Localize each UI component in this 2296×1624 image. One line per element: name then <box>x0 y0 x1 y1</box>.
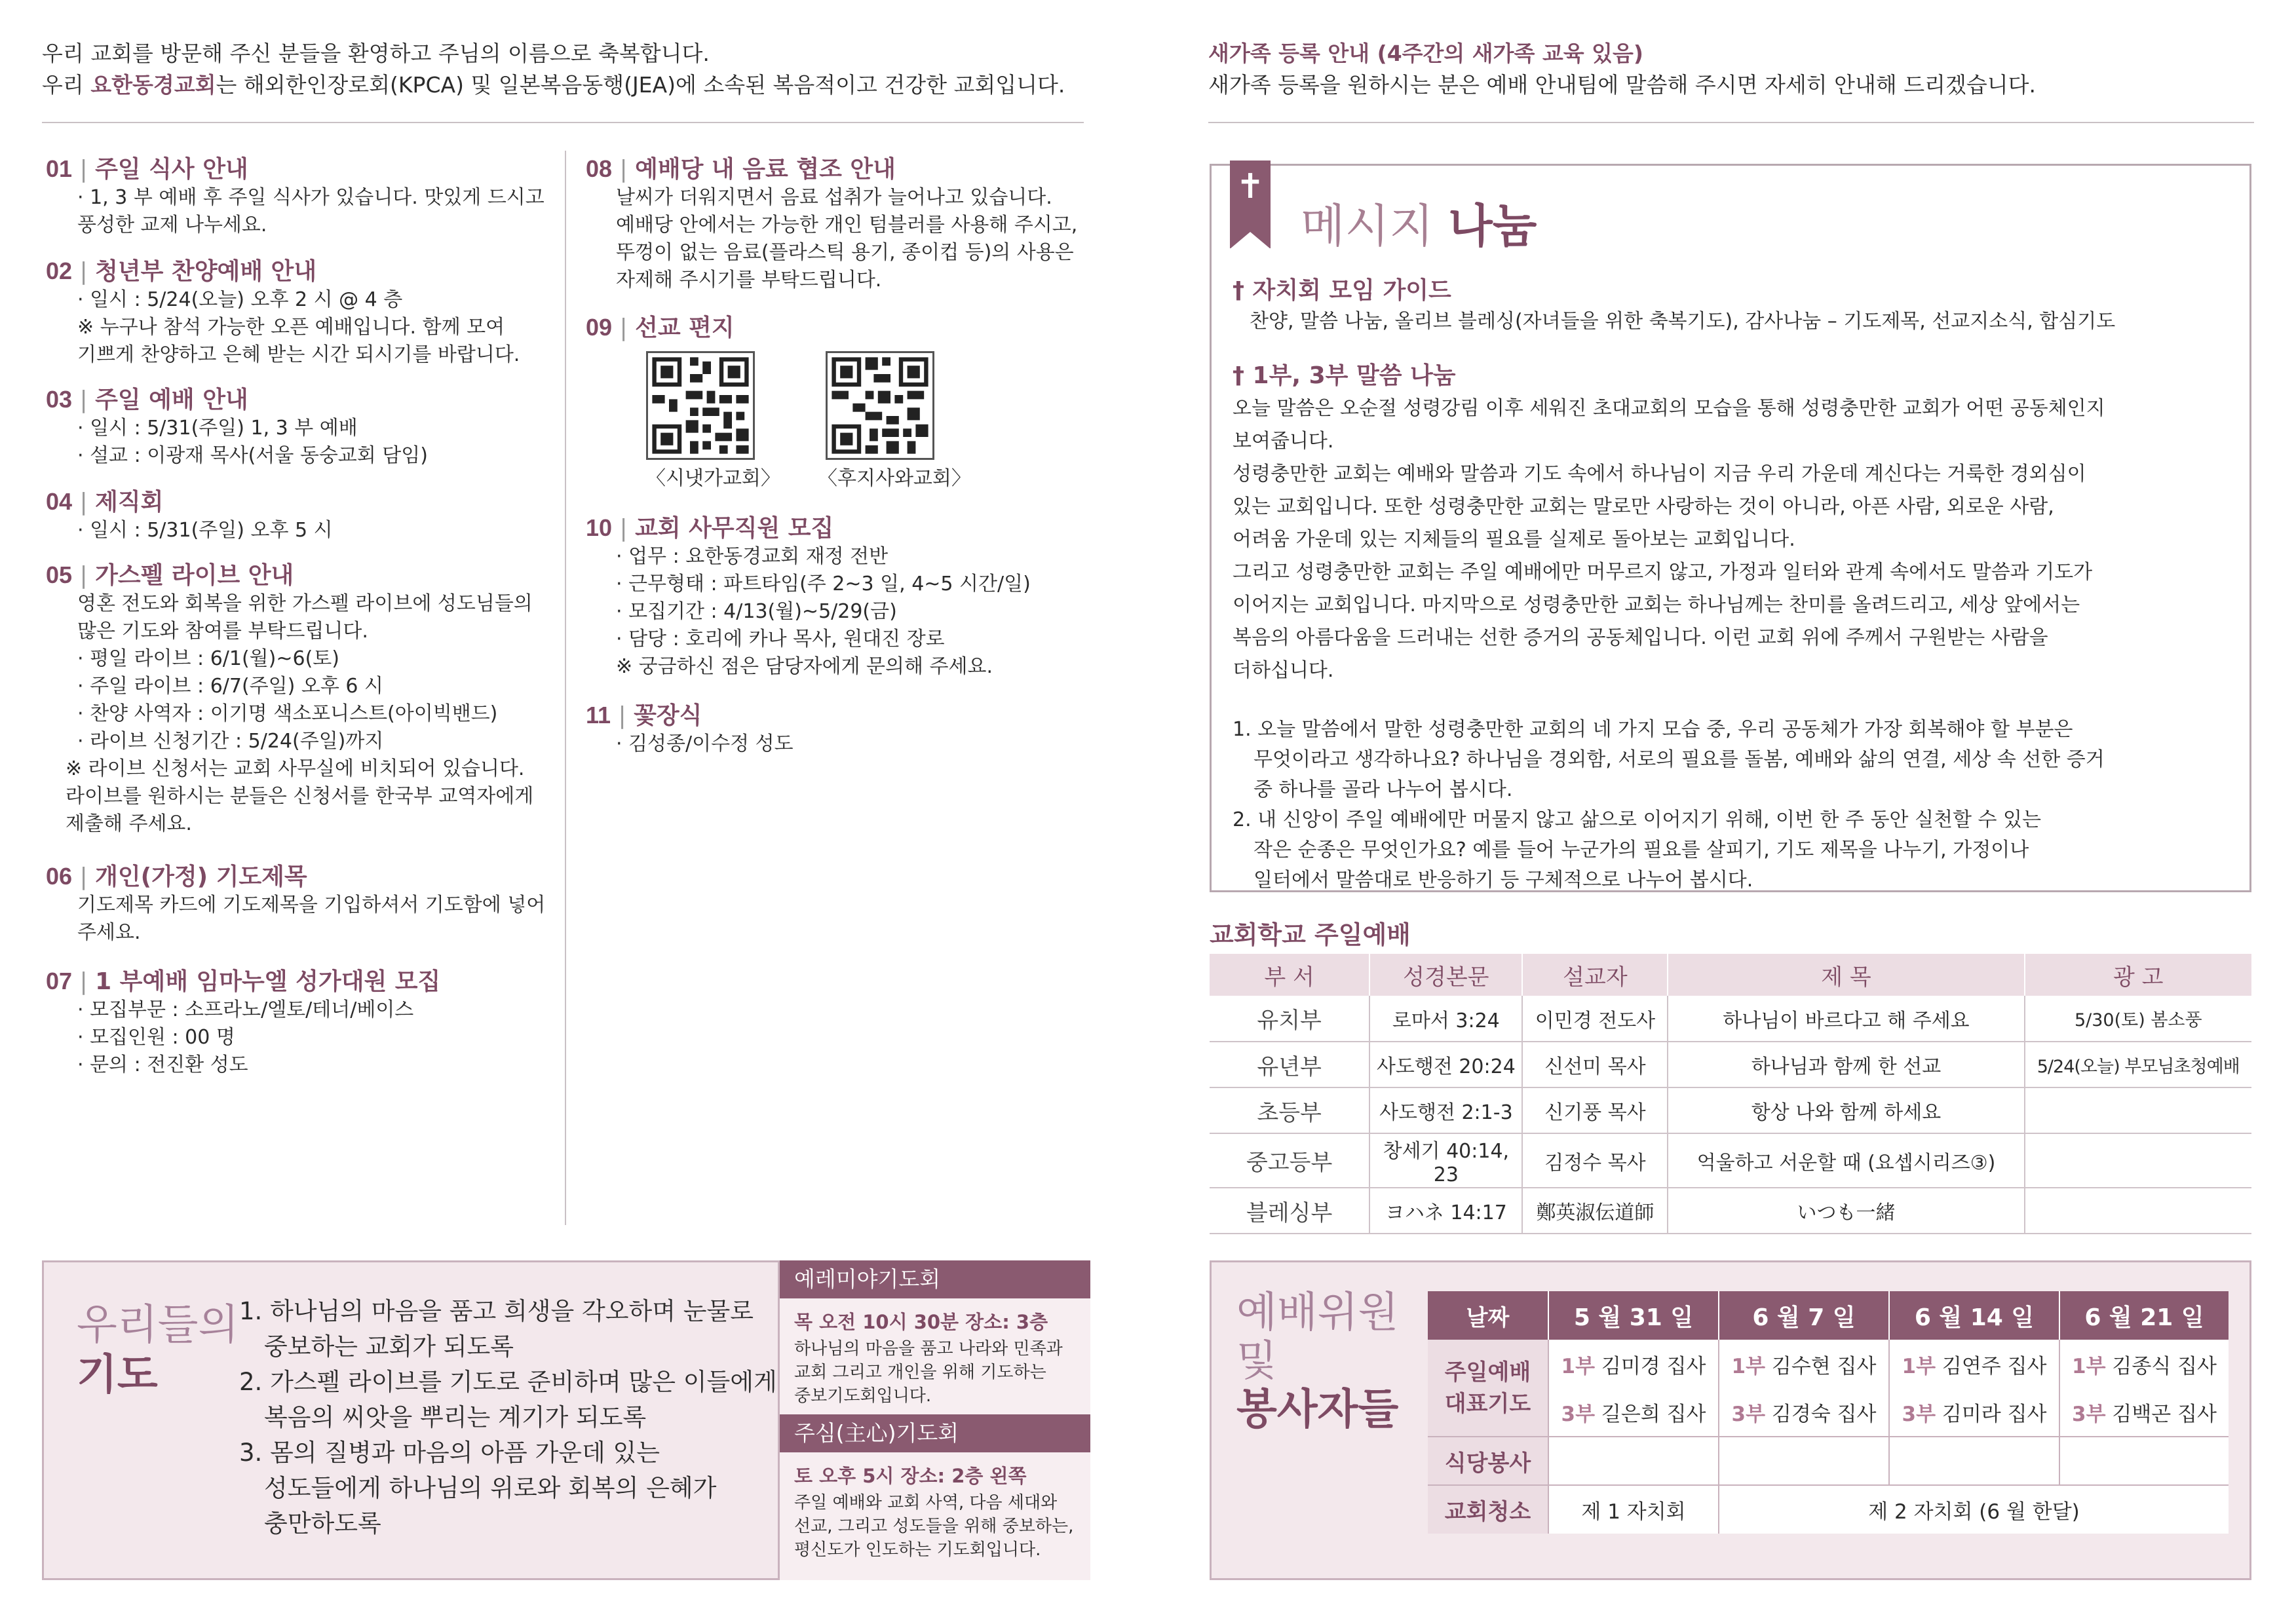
clean-label: 교회청소 <box>1428 1485 1548 1534</box>
new-family-title: 새가족 등록 안내 (4주간의 새가족 교육 있음) <box>1208 41 1643 66</box>
announcements-col2 <box>586 151 1097 758</box>
announcement-title: 제직회 <box>95 489 164 516</box>
meeting-desc: 중보기도회입니다. <box>794 1386 932 1406</box>
announcement-line: · 일시 : 5/24(오늘) 오후 2 시 @ 4 층 <box>77 288 403 311</box>
question-line: 1. 오늘 말씀에서 말한 성령충만한 교회의 네 가지 모습 중, 우리 공동체가 가장 회복해야 할 부분은 <box>1233 718 2073 741</box>
meeting-desc: 주일 예배와 교회 사역, 다음 세대와 <box>794 1493 1058 1513</box>
paragraph-line: 보여줍니다. <box>1233 430 1334 453</box>
announcement-title: 1 부예배 임마누엘 성가대원 모집 <box>95 968 441 995</box>
announcement-line: · 문의 : 전진환 성도 <box>77 1053 248 1076</box>
prayer-line: 복음의 씨앗을 뿌리는 계기가 되도록 <box>264 1403 647 1431</box>
part-label: 3부 <box>2072 1403 2106 1426</box>
announcement-title: 교회 사무직원 모집 <box>635 515 834 542</box>
table-row <box>1210 996 2251 1042</box>
header-divider-left <box>42 122 1084 123</box>
bookmark-notch <box>1230 232 1271 249</box>
notice-cell: 5/30(토) 봄소풍 <box>2074 1010 2202 1030</box>
announcement-line: · 모집기간 : 4/13(월)~5/29(금) <box>616 600 897 623</box>
prayer-rep-cell <box>1889 1388 2059 1437</box>
prayer-rep-cell <box>1719 1340 1889 1388</box>
meeting-desc: 선교, 그리고 성도들을 위해 중보하는, <box>794 1517 1074 1536</box>
table-header: 부 서 <box>1210 954 1369 996</box>
prayer-rep-cell <box>2059 1340 2229 1388</box>
announcements-col1 <box>46 151 557 1079</box>
prayer-meetings <box>778 1260 1090 1580</box>
announcement-09: 09 | 선교 편지 〈시냇가교회〉 〈후지사와교회〉 <box>586 309 1097 510</box>
rep-name: 김백곤 집사 <box>2112 1403 2217 1426</box>
paragraph-line: 성령충만한 교회는 예배와 말씀과 기도 속에서 하나님이 지금 우리 가운데 계신다는 거룩한 경외심이 <box>1233 463 2086 485</box>
announcement-07: 07 | 1 부예배 임마누엘 성가대원 모집 · 모집부문 : 소프라노/엘토/테너/베이스 · 모집인원 : 00 명 · 문의 : 전진환 성도 <box>46 963 557 1079</box>
servants-title-line2: 및 <box>1236 1337 1277 1386</box>
meal-row <box>1428 1437 2229 1485</box>
welcome-line-1: 우리 교회를 방문해 주신 분들을 환영하고 주님의 이름으로 축복합니다. <box>42 41 710 66</box>
announcement-line: · 찬양 사역자 : 이기명 색소포니스트(아이빅밴드) <box>77 702 498 725</box>
rep-name: 김수현 집사 <box>1771 1354 1877 1378</box>
announcement-line: ※ 라이브 신청서는 교회 사무실에 비치되어 있습니다. <box>66 757 525 780</box>
rep-label-1: 주일예배 <box>1444 1359 1531 1386</box>
announcement-line: · 김성종/이수정 성도 <box>616 732 794 755</box>
scripture-cell: 사도행전 2:1-3 <box>1369 1087 1522 1133</box>
share-title-text: 1부, 3부 말씀 나눔 <box>1252 362 1456 389</box>
meal-cell <box>1548 1437 1719 1485</box>
announcement-line: · 설교 : 이광재 목사(서울 동숭교회 담임) <box>77 444 428 467</box>
prayer-line: 1. 하나님의 마음을 품고 희생을 각오하며 눈물로 <box>239 1297 754 1325</box>
announcement-title: 가스펠 라이브 안내 <box>95 562 294 589</box>
clean-rest-cell: 제 2 자치회 (6 월 한달) <box>1719 1485 2229 1534</box>
announcement-title: 꽃장식 <box>634 702 702 729</box>
part-label: 3부 <box>1561 1403 1596 1426</box>
table-header: 제 목 <box>1668 954 2024 996</box>
part-label: 1부 <box>2072 1354 2106 1378</box>
announcement-line: · 일시 : 5/31(주일) 오후 5 시 <box>77 519 333 542</box>
announcement-line: 예배당 안에서는 가능한 개인 텀블러를 사용해 주시고, <box>616 214 1078 236</box>
table-header: 광 고 <box>2113 964 2164 991</box>
rep-name: 김연주 집사 <box>1942 1354 2047 1378</box>
rep-label-2: 대표기도 <box>1444 1390 1531 1417</box>
notice-cell <box>2025 1188 2251 1234</box>
prayer-rep-cell <box>2059 1388 2229 1437</box>
announcement-number: 10 <box>586 514 613 541</box>
cross-small-icon: † <box>1233 362 1253 389</box>
announcement-line: ※ 궁금하신 점은 담당자에게 문의해 주세요. <box>616 655 993 678</box>
prayer-items <box>239 1294 777 1541</box>
announcement-line: 날씨가 더워지면서 음료 섭취가 늘어나고 있습니다. <box>616 186 1052 209</box>
clean-row <box>1428 1485 2229 1534</box>
rep-name: 길은희 집사 <box>1601 1403 1706 1426</box>
prayer-rep-cell <box>1719 1388 1889 1437</box>
meeting-time: 목 오전 10시 30분 장소: 3층 <box>794 1311 1048 1333</box>
servants-title-line3: 봉사자들 <box>1236 1386 1399 1434</box>
announcement-number: 06 <box>46 863 73 890</box>
prayer-rep-cell <box>1889 1340 2059 1388</box>
announcement-04: 04 | 제직회 · 일시 : 5/31(주일) 오후 5 시 <box>46 483 557 557</box>
notice-cell <box>2025 1133 2251 1188</box>
meeting-name: 예레미야기도회 <box>780 1260 1090 1298</box>
sermon-title-cell: 억울하고 서운할 때 (요셉시리즈③) <box>1668 1133 2024 1188</box>
announcement-line: 많은 기도와 참여를 부탁드립니다. <box>77 620 368 643</box>
prayer-line: 충만하도록 <box>264 1509 381 1538</box>
guide-title-text: 자치회 모임 가이드 <box>1252 277 1451 304</box>
paragraph-line: 오늘 말씀은 오순절 성령강림 이후 세워진 초대교회의 모습을 통해 성령충만한 교회가 어떤 공동체인지 <box>1233 397 2105 420</box>
part-label: 3부 <box>1731 1403 1766 1426</box>
sermon-title-cell: 하나님이 바르다고 해 주세요 <box>1668 996 2024 1042</box>
date-cell: 6 월 7 일 <box>1719 1291 1889 1340</box>
table-header-row <box>1210 954 2251 996</box>
dept-cell: 유치부 <box>1210 996 1369 1042</box>
announcement-line: · 주일 라이브 : 6/7(주일) 오후 6 시 <box>77 675 383 698</box>
announcement-title: 주일 식사 안내 <box>95 156 248 183</box>
table-row <box>1210 1042 2251 1087</box>
announcement-number: 04 <box>46 488 73 515</box>
announcement-line: 자제해 주시기를 부탁드립니다. <box>616 269 882 292</box>
dept-cell: 블레싱부 <box>1210 1188 1369 1234</box>
announcement-title: 예배당 내 음료 협조 안내 <box>635 156 896 183</box>
meeting-desc: 평신도가 인도하는 기도회입니다. <box>794 1540 1041 1560</box>
header-divider-right <box>1208 122 2254 123</box>
scripture-cell: 창세기 40:14, 23 <box>1369 1133 1522 1188</box>
message-questions <box>1233 715 2229 896</box>
welcome-post: 는 해외한인장로회(KPCA) 및 일본복음동행(JEA)에 소속된 복음적이고 건강한 교회입니다. <box>216 72 1065 98</box>
table-header: 설교자 <box>1522 954 1668 996</box>
rep-row-3 <box>1428 1388 2229 1437</box>
announcement-title: 청년부 찬양예배 안내 <box>95 258 317 285</box>
announcement-line: · 모집부문 : 소프라노/엘토/테너/베이스 <box>77 998 414 1021</box>
message-title-bold: 나눔 <box>1448 199 1537 253</box>
rep-label <box>1428 1340 1548 1437</box>
part-label: 3부 <box>1902 1403 1936 1426</box>
cross-icon: ✝ <box>1236 167 1265 206</box>
announcement-line: · 담당 : 호리에 카나 목사, 원대진 장로 <box>616 628 945 651</box>
announcement-number: 07 <box>46 968 73 994</box>
notice-cell <box>2025 1087 2251 1133</box>
preacher-cell: 김정수 목사 <box>1522 1133 1668 1188</box>
announcement-10: 10 | 교회 사무직원 모집 · 업무 : 요한동경교회 재정 전반 · 근무형태 : 파트타임(주 2~3 일, 4~5 시간/일) · 모집기간 : 4/13(월)~5/29(금) · 담당 : 호리에 카나 목사, 원대진 장로 ※ 궁금하신 점은 담당자에게 문의해 주세요. <box>586 510 1097 697</box>
rep-name: 김경숙 집사 <box>1771 1403 1877 1426</box>
qr-caption: 〈후지사와교회〉 <box>818 467 971 490</box>
sermon-title-cell: いつも一緒 <box>1668 1188 2024 1234</box>
date-cell: 6 월 14 일 <box>1889 1291 2059 1340</box>
announcement-number: 01 <box>46 155 73 182</box>
announcement-line: · 모집인원 : 00 명 <box>77 1026 235 1049</box>
servants-table <box>1428 1291 2229 1534</box>
school-table <box>1210 954 2251 1234</box>
announcement-line: 기도제목 카드에 기도제목을 기입하셔서 기도함에 넣어 <box>77 894 546 916</box>
announcement-number: 09 <box>586 314 613 341</box>
bookmark-tab <box>1230 161 1271 248</box>
rep-row-1 <box>1428 1340 2229 1388</box>
announcement-line: · 평일 라이브 : 6/1(월)~6(토) <box>77 647 339 670</box>
meal-cell <box>1719 1437 1889 1485</box>
date-header: 날짜 <box>1428 1291 1548 1340</box>
announcement-line: · 근무형태 : 파트타임(주 2~3 일, 4~5 시간/일) <box>616 573 1031 595</box>
rep-name: 김미경 집사 <box>1601 1354 1706 1378</box>
meal-label: 식당봉사 <box>1428 1437 1548 1485</box>
announcement-line: · 1, 3 부 예배 후 주일 식사가 있습니다. 맛있게 드시고 <box>77 186 545 209</box>
cross-small-icon: † <box>1233 277 1253 304</box>
prayer-line: 성도들에게 하나님의 위로와 회복의 은혜가 <box>264 1474 717 1502</box>
meeting-time: 토 오후 5시 장소: 2층 왼쪽 <box>794 1465 1027 1487</box>
announcement-line: · 업무 : 요한동경교회 재정 전반 <box>616 545 889 568</box>
school-title: 교회학교 주일예배 <box>1210 920 1411 949</box>
question-line: 중 하나를 골라 나누어 봅시다. <box>1253 778 1513 801</box>
announcement-number: 02 <box>46 257 73 284</box>
question-line: 일터에서 말씀대로 반응하기 등 구체적으로 나누어 봅시다. <box>1253 869 1753 892</box>
table-row <box>1210 1188 2251 1234</box>
question-line: 2. 내 신앙이 주일 예배에만 머물지 않고 삶으로 이어지기 위해, 이번 한 주 동안 실천할 수 있는 <box>1233 808 2042 831</box>
part-label: 1부 <box>1561 1354 1596 1378</box>
part-label: 1부 <box>1731 1354 1766 1378</box>
meeting-desc: 교회 그리고 개인을 위해 기도하는 <box>794 1363 1046 1382</box>
announcement-02: 02 | 청년부 찬양예배 안내 · 일시 : 5/24(오늘) 오후 2 시 @ 4 층 ※ 누구나 참석 가능한 오픈 예배입니다. 함께 모여 기쁘게 찬양하고 은혜 받는 시간 되시기를 바랍니다. <box>46 253 557 381</box>
rep-name: 김미라 집사 <box>1942 1403 2047 1426</box>
table-row <box>1210 1087 2251 1133</box>
meeting-name: 주심(主心)기도회 <box>780 1414 1090 1452</box>
message-paragraphs <box>1233 392 2229 687</box>
servants-title-line1: 예배위원 <box>1236 1289 1399 1337</box>
announcement-line: 기쁘게 찬양하고 은혜 받는 시간 되시기를 바랍니다. <box>77 343 520 366</box>
sermon-title-cell: 항상 나와 함께 하세요 <box>1668 1087 2024 1133</box>
welcome-line-2 <box>42 71 1065 100</box>
dept-cell: 유년부 <box>1210 1042 1369 1087</box>
sermon-title-cell: 하나님과 함께 한 선교 <box>1668 1042 2024 1087</box>
paragraph-line: 이어지는 교회입니다. 마지막으로 성령충만한 교회는 하나님께는 찬미를 올려드리고, 세상 앞에서는 <box>1233 594 2080 616</box>
meal-cell <box>2059 1437 2229 1485</box>
question-line: 작은 순종은 무엇인가요? 예를 들어 누군가의 필요를 살피기, 기도 제목을 나누기, 가정이나 <box>1253 839 2029 861</box>
announcement-number: 11 <box>586 702 611 728</box>
qr-caption: 〈시냇가교회〉 <box>646 467 780 490</box>
announcement-03: 03 | 주일 예배 안내 · 일시 : 5/31(주일) 1, 3 부 예배 · 설교 : 이광재 목사(서울 동숭교회 담임) <box>46 381 557 483</box>
prayer-rep-cell <box>1548 1388 1719 1437</box>
servants-title <box>1236 1289 1398 1434</box>
prayer-line: 3. 몸의 질병과 마음의 아픔 가운데 있는 <box>239 1439 660 1467</box>
announcement-11: 11 | 꽃장식 · 김성종/이수정 성도 <box>586 697 1097 758</box>
announcement-line: · 라이브 신청기간 : 5/24(주일)까지 <box>77 730 384 753</box>
date-cell: 6 월 21 일 <box>2084 1304 2204 1331</box>
announcement-06: 06 | 개인(가정) 기도제목 기도제목 카드에 기도제목을 기입하셔서 기도함에 넣어 주세요. <box>46 858 557 963</box>
announcement-line: 제출해 주세요. <box>66 812 192 835</box>
servants-panel <box>1210 1260 2251 1580</box>
church-name: 요한동경교회 <box>90 72 216 98</box>
message-title <box>1301 189 1537 255</box>
prayer-title-line2: 기도 <box>77 1351 158 1399</box>
qr-code-icon[interactable] <box>826 351 934 460</box>
preacher-cell: 신선미 목사 <box>1522 1042 1668 1087</box>
announcement-title: 선교 편지 <box>635 314 735 341</box>
preacher-cell: 이민경 전도사 <box>1522 996 1668 1042</box>
announcement-number: 08 <box>586 155 613 182</box>
clean-first-cell: 제 1 자치회 <box>1548 1485 1719 1534</box>
question-line: 무엇이라고 생각하나요? 하나님을 경외함, 서로의 필요를 돌봄, 예배와 삶의 연결, 세상 속 선한 증거 <box>1253 748 2105 771</box>
paragraph-line: 복음의 아름다움을 드러내는 선한 증거의 공동체입니다. 이런 교회 위에 주께서 구원받는 사람을 <box>1233 626 2048 649</box>
announcement-number: 05 <box>46 561 73 588</box>
paragraph-line: 어려움 가운데 있는 지체들의 필요를 실제로 돌아보는 교회입니다. <box>1233 528 1795 551</box>
notice-cell: 5/24(오늘) 부모님초청예배 <box>2037 1056 2240 1077</box>
paragraph-line: 있는 교회입니다. 또한 성령충만한 교회는 말로만 사랑하는 것이 아니라, 아픈 사람, 외로운 사람, <box>1233 495 2054 518</box>
announcement-line: 풍성한 교제 나누세요. <box>77 214 267 236</box>
announcement-line: · 일시 : 5/31(주일) 1, 3 부 예배 <box>77 417 358 440</box>
welcome-pre: 우리 <box>42 72 91 98</box>
scripture-cell: 사도행전 20:24 <box>1369 1042 1522 1087</box>
prayer-line: 중보하는 교회가 되도록 <box>264 1332 514 1361</box>
announcement-title: 개인(가정) 기도제목 <box>95 863 307 890</box>
announcement-line: ※ 누구나 참석 가능한 오픈 예배입니다. 함께 모여 <box>77 316 505 339</box>
table-row <box>1210 1133 2251 1188</box>
meal-cell <box>1889 1437 2059 1485</box>
announcement-08: 08 | 예배당 내 음료 협조 안내 날씨가 더워지면서 음료 섭취가 늘어나고 있습니다. 예배당 안에서는 가능한 개인 텀블러를 사용해 주시고, 뚜껑이 없는 음료(플라스틱 용기, 종이컵 등)의 사용은 자제해 주시기를 부탁드립니다. <box>586 151 1097 309</box>
qr-code-icon[interactable] <box>646 351 755 460</box>
part-label: 1부 <box>1902 1354 1936 1378</box>
announcement-number: 03 <box>46 386 73 413</box>
announcement-line: 영혼 전도와 회복을 위한 가스펠 라이브에 성도님들의 <box>77 592 533 615</box>
share-title <box>1233 357 1456 390</box>
table-header: 성경본문 <box>1369 954 1522 996</box>
paragraph-line: 그리고 성령충만한 교회는 주일 예배에만 머무르지 않고, 가정과 일터와 관계 속에서도 말씀과 기도가 <box>1233 561 2093 584</box>
paragraph-line: 더하십니다. <box>1233 659 1334 682</box>
preacher-cell: 鄭英淑伝道師 <box>1522 1188 1668 1234</box>
new-family-body: 새가족 등록을 원하시는 분은 예배 안내팀에 말씀해 주시면 자세히 안내해 드리겠습니다. <box>1208 72 2036 98</box>
announcement-01: 01 | 주일 식사 안내 · 1, 3 부 예배 후 주일 식사가 있습니다. 맛있게 드시고 풍성한 교제 나누세요. <box>46 151 557 253</box>
dept-cell: 초등부 <box>1210 1087 1369 1133</box>
prayer-rep-cell <box>1548 1340 1719 1388</box>
date-cell: 5 월 31 일 <box>1548 1291 1719 1340</box>
servants-header-row <box>1428 1291 2229 1340</box>
announcement-title: 주일 예배 안내 <box>95 387 248 413</box>
prayer-title-line1: 우리들의 <box>77 1301 239 1350</box>
column-divider <box>565 151 566 1225</box>
prayer-line: 2. 가스펠 라이브를 기도로 준비하며 많은 이들에게 <box>239 1368 777 1396</box>
scripture-cell: ヨハネ 14:17 <box>1369 1188 1522 1234</box>
message-box <box>1210 164 2251 892</box>
prayer-panel <box>42 1260 1086 1580</box>
guide-title <box>1233 272 1451 305</box>
dept-cell: 중고등부 <box>1210 1133 1369 1188</box>
rep-name: 김종식 집사 <box>2112 1354 2217 1378</box>
message-title-light: 메시지 <box>1301 199 1434 253</box>
scripture-cell: 로마서 3:24 <box>1369 996 1522 1042</box>
meeting-desc: 하나님의 마음을 품고 나라와 민족과 <box>794 1339 1063 1359</box>
preacher-cell: 신기풍 목사 <box>1522 1087 1668 1133</box>
announcement-line: 라이브를 원하시는 분들은 신청서를 한국부 교역자에게 <box>66 785 534 808</box>
announcement-line: 뚜껑이 없는 음료(플라스틱 용기, 종이컵 등)의 사용은 <box>616 241 1074 264</box>
announcement-05: 05 | 가스펠 라이브 안내 영혼 전도와 회복을 위한 가스펠 라이브에 성도님들의 많은 기도와 참여를 부탁드립니다. · 평일 라이브 : 6/1(월)~6(토) · 주일 라이브 : 6/7(주일) 오후 6 시 · 찬양 사역자 : 이기명 색소포니스트(아이빅밴드) · 라이브 신청기간 : 5/24(주일)까지 ※ 라이브 신청서는 교회 사무실에 비치되어 있습니다. 라이브를 원하시는 분들은 신청서를 한국부 교역자에게 제출해 주세요. <box>46 557 557 858</box>
guide-body: 찬양, 말씀 나눔, 올리브 블레싱(자녀들을 위한 축복기도), 감사나눔 – 기도제목, 선교지소식, 합심기도 <box>1250 310 2116 333</box>
announcement-line: 주세요. <box>77 921 141 944</box>
